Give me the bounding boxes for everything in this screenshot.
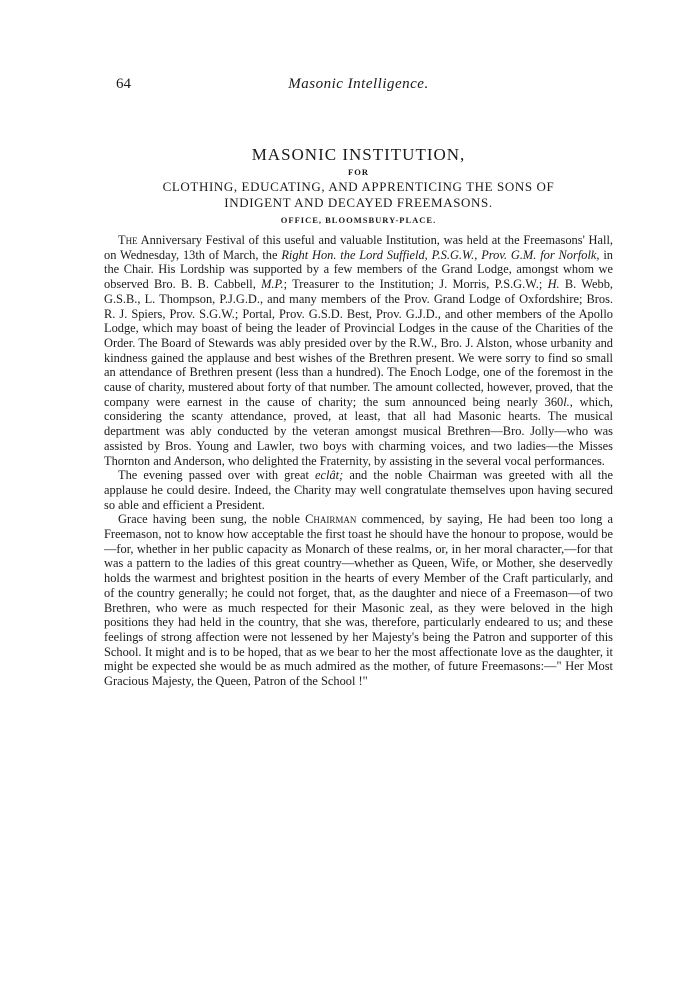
paragraph-1 xyxy=(104,233,613,468)
p2-italic-1: eclât; xyxy=(315,468,344,483)
article-subtitle-line-1: CLOTHING, EDUCATING, AND APPRENTICING THE SONS OF xyxy=(162,179,555,194)
p1-text-3: ; Treasurer to the Institution; J. Morris, P.S.G.W.; xyxy=(283,277,548,292)
article-heading xyxy=(104,144,613,227)
p1-text-1: Anniversary Festival of this useful and valuable Institution, was held at the Freemasons' Hall, on Wednesday, 13th of March, the xyxy=(104,233,613,262)
article-subtitle-line-2: INDIGENT AND DECAYED FREEMASONS. xyxy=(224,195,493,210)
office-line: OFFICE, BLOOMSBURY-PLACE. xyxy=(280,215,437,225)
p1-italic-1: Right Hon. the Lord Suffield, P.S.G.W., Prov. G.M. for Norfolk, xyxy=(281,247,600,262)
p1-italic-3: H. xyxy=(547,277,560,292)
running-title: Masonic Intelligence. xyxy=(288,76,429,92)
p2-text-2: and the noble Chairman was greeted with all the applause he could desire. Indeed, the Charity may well congratulate themselves upon having secured so able and efficient a President. xyxy=(104,468,613,512)
page-number: 64 xyxy=(116,76,131,92)
p1-text-2: in the Chair. His Lordship was supported by a few members of the Grand Lodge, amongst whom we observed Bro. B. B. Cabbell, xyxy=(104,247,613,292)
p1-italic-4: l. xyxy=(563,394,570,409)
p3-text-1: Grace having been sung, the noble xyxy=(118,512,306,527)
p2-text-1: The evening passed over with great xyxy=(118,468,316,483)
paragraph-3 xyxy=(104,512,613,688)
heading-for: FOR xyxy=(348,167,369,177)
running-head xyxy=(104,76,613,100)
p1-text-5: , which, considering the scanty attendance, proved, at least, that all had Masonic hearts. The musical department was ably conducted by the veteran amongst musical Brethren—Bro. Jolly—who was assisted by Bros. Young and Lawler, two boys with charming voices, and two ladies—the Misses Thornton and Anderson, who delighted the Fraternity, by assisting in the several vocal performances. xyxy=(104,394,614,468)
p1-italic-2: M.P. xyxy=(261,277,284,292)
article-body xyxy=(104,233,613,689)
p1-text-4: B. Webb, G.S.B., L. Thompson, P.J.G.D., and many members of the Prov. Grand Lodge of Oxfordshire; Bros. R. J. Spiers, Prov. S.G.W.; Portal, Prov. G.S.D. Best, Prov. G.J.D., and other members of the Apollo Lodge, which may boast of being the leader of Provincial Lodges in the cause of the Charities of the Order. The Board of Stewards was ably presided over by the R.W., Bro. J. Alston, whose urbanity and kindness gained the applause and best wishes of the Brethren present. We were sorry to find so small an attendance of Brethren present (less than a hundred). The Enoch Lodge, one of the foremost in the cause of charity, mustered about forty of that number. The amount collected, however, proved, that the company were earnest in the cause of charity; the sum announced being nearly 360 xyxy=(104,277,613,409)
p3-text-2: commenced, by saying, He had been too long a Freemason, not to know how acceptable the first toast he should have the honour to propose, would be—for, whether in her public capacity as Monarch of these realms, or, in her moral character,—for that was a pattern to the ladies of this great country—whether as Queen, Wife, or Mother, she deservedly holds the warmest and brightest position in the hearts of every Member of the Craft particularly, and of the country generally; he could not forget, that, as the daughter and niece of a Freemason—of two Brethren, who were as much respected for their Masonic zeal, as they were beloved in the high positions they had held in the country, that she was, therefore, particularly endeared to us; and these feelings of strong affection were not lessened by her Majesty's being the Patron and supporter of this School. It might and is to be hoped, that as we bear to her the most affectionate love as the daughter, it might be expected she would be as much admired as the mother, of future Freemasons:—" Her Most Gracious Majesty, the Queen, Patron of the School !" xyxy=(104,512,614,689)
article-title: MASONIC INSTITUTION, xyxy=(251,145,466,164)
paragraph-2 xyxy=(104,468,613,512)
p3-small-caps-1: Chairman xyxy=(305,512,357,527)
lead-word: The xyxy=(118,233,138,247)
